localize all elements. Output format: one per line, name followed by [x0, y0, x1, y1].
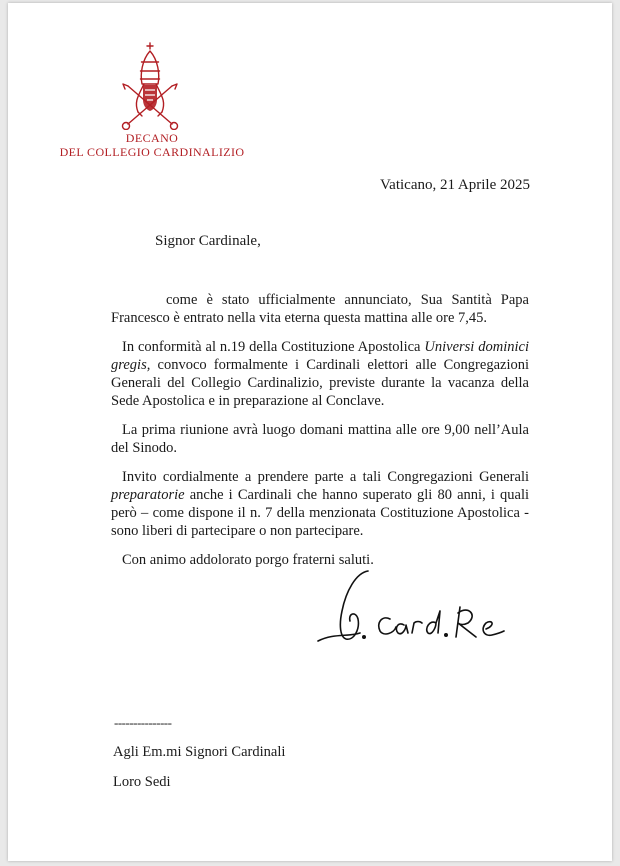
- location: Loro Sedi: [113, 774, 171, 790]
- paragraph-closing: Con animo addolorato porgo fraterni saluti.: [122, 552, 374, 568]
- separator-line: ---------------: [114, 715, 172, 730]
- handwritten-signature: [308, 563, 538, 653]
- papal-coat-of-arms-icon: [114, 40, 186, 130]
- office-title-line2: DEL COLLEGIO CARDINALIZIO: [59, 145, 245, 159]
- paragraph-convocation-text-a: In conformità al n.19 della Costituzione Apostolica: [122, 339, 425, 355]
- constitution-title: Universi dominici gregis,: [111, 339, 529, 373]
- letter-date: Vaticano, 21 Aprile 2025: [380, 177, 530, 193]
- paragraph-invitation: [111, 468, 529, 540]
- paragraph-invitation-text-a: Invito cordialmente a prendere parte a tali Congregazioni Generali: [122, 469, 529, 485]
- office-title-line1: DECANO: [125, 131, 179, 145]
- letter-body: [111, 291, 529, 580]
- paragraph-announcement: come è stato ufficialmente annunciato, Sua Santità Papa Francesco è entrato nella vita eterna questa mattina alle ore 7,45.: [111, 292, 529, 326]
- paragraph-convocation-text-b: convoco formalmente i Cardinali elettori alle Congregazioni Generali del Collegio Cardinalizio, previste durante la vacanza della Sede Apostolica e in preparazione al Conclave.: [111, 357, 529, 409]
- letter-page: [8, 3, 612, 861]
- letterhead-office-title: [52, 131, 252, 159]
- paragraph-invitation-text-b: anche i Cardinali che hanno superato gli 80 anni, i quali però – come dispone il n. 7 della menzionata Costituzione Apostolica - sono liberi di partecipare o non partecipare.: [111, 487, 529, 539]
- preparatorie-italic: preparatorie: [111, 487, 185, 503]
- paragraph-first-meeting: La prima riunione avrà luogo domani mattina alle ore 9,00 nell’Aula del Sinodo.: [111, 422, 529, 456]
- paragraph-convocation: [111, 338, 529, 410]
- addressee: Agli Em.mi Signori Cardinali: [113, 744, 286, 760]
- salutation: Signor Cardinale,: [155, 233, 261, 249]
